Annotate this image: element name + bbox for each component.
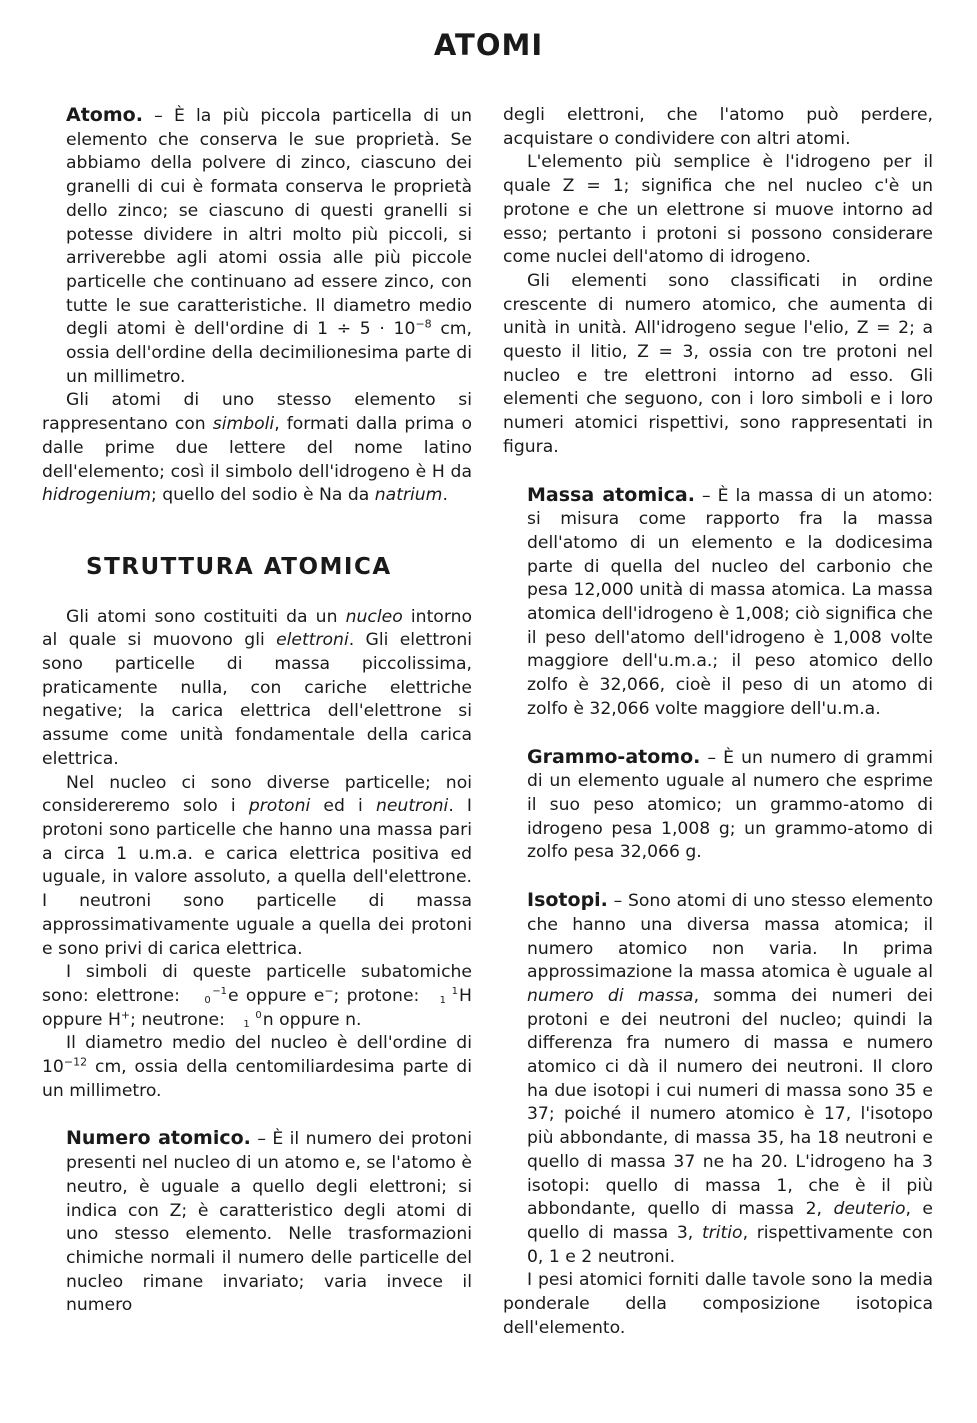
atomo-text-end: cm, ossia dell'ordine della decimilionesima parte di un millimetro. (66, 319, 472, 387)
numero-atomico-paragraph: Numero atomico. – È il numero dei protoni presenti nel nucleo di un atomo e, se l'atomo è neutro, è uguale a quello degli elettroni; si indica con Z; è caratteristico degli atomi di uno stesso elemento. Nelle trasformazioni chimiche normali il numero delle particelle del nucleo rimane invariato; varia invece il numero (66, 1127, 473, 1316)
proton-symbol-indices: 1 1 (439, 985, 459, 1006)
right-column (503, 104, 933, 1340)
idrogeno-paragraph: L'elemento più semplice è l'idrogeno per il quale Z = 1; significa che nel nucleo c'è un protone e che un elettrone si muove intorno ad esso; pertanto i protoni si possono considerare come nuclei dell'atomo di idrogeno. (503, 152, 933, 268)
simboli-paragraph: Gli atomi di uno stesso elemento si rappresentano con simboli, formati dalla prima o dalle prime due lettere del nome latino dell'elemento; così il simbolo dell'idrogeno è H da hidrogenium; quello del sodio è Na da natrium. (42, 390, 472, 506)
struttura-paragraph-2: Nel nucleo ci sono diverse particelle; noi considereremo solo i protoni ed i neutroni. I protoni sono particelle che hanno una massa pari a circa 1 u.m.a. e carica elettrica positiva ed uguale, in valore assoluto, a quella dell'elettrone. I neutroni sono particelle di massa approssimativamente uguale a quella dei protoni e sono privi di carica elettrica. (42, 772, 472, 959)
grammo-atomo-heading: Grammo-atomo. (527, 745, 701, 768)
section-title: STRUTTURA ATOMICA (86, 553, 392, 580)
classificazione-paragraph: Gli elementi sono classificati in ordine crescente di numero atomico, che aumenta di unità in unità. All'idrogeno segue l'elio, Z = 2; a questo il litio, Z = 3, ossia con tre protoni nel nucleo e tre elettroni intorno ad esso. Gli elementi che seguono, con i loro simboli e i loro numeri atomici rispettivi, sono rappresentati in figura. (503, 270, 933, 457)
isotopi-paragraph: Isotopi. – Sono atomi di uno stesso elemento che hanno una diversa massa atomica; il numero atomico non varia. In prima approssimazione la massa atomica è uguale al numero di massa, somma dei numeri dei protoni e dei neutroni del nucleo; quindi la differenza fra numero di massa e numero atomico ci dà il numero dei neutroni. Il cloro ha due isotopi i cui numeri di massa sono 35 e 37; poiché il numero atomico è 17, l'isotopo più abbondante, di massa 35, ha 18 neutroni e quello di massa 37 ne ha 20. L'idrogeno ha 3 isotopi: quello di massa 1, che è il più abbondante, quello di massa 2, deuterio, e quello di massa 3, tritio, rispettivamente con 0, 1 e 2 neutroni. (527, 889, 933, 1267)
left-column (42, 104, 472, 1318)
neutron-symbol-indices: 0 1 (243, 1009, 262, 1030)
struttura-paragraph-3: I simboli di queste particelle subatomiche sono: elettrone: −1 0 e oppure e−; protone: 1 1 H oppure H+; neutrone: 0 1 n oppure n. (42, 962, 472, 1030)
numero-atomico-heading: Numero atomico. (66, 1127, 251, 1150)
struttura-paragraph-4: Il diametro medio del nucleo è dell'ordine di $10^{-12}$ cm, ossia della centomiliardesima parte di un millimetro. (42, 1033, 472, 1101)
isotopi-heading: Isotopi. (527, 889, 608, 912)
atomo-exponent: −8 (415, 317, 432, 331)
atomo-heading: Atomo. (66, 104, 143, 126)
continuation-paragraph: degli elettroni, che l'atomo può perdere, acquistare o condividere con altri atomi. (503, 105, 933, 149)
pesi-atomici-paragraph: I pesi atomici forniti dalle tavole sono la media ponderale della composizione isotopica dell'elemento. (503, 1270, 933, 1338)
electron-symbol-indices: −1 0 (204, 985, 227, 1006)
struttura-paragraph-1: Gli atomi sono costituiti da un nucleo intorno al quale si muovono gli elettroni. Gli elettroni sono particelle di massa piccolissima, praticamente nulla, con cariche elettriche negative; la carica elettrica dell'elettrone si assume come unità fondamentale della carica elettrica. (42, 606, 472, 769)
atomo-text: – È la più piccola particella di un elemento che conserva le sue proprietà. Se abbiamo della polvere di zinco, ciascuno dei granelli di cui è formata conserva le proprietà dello zinco; se ciascuno di questi granelli si potesse dividere in altri molto più piccoli, si arriverebbe agli atomi ossia alle più piccole particelle che continuano ad essere zinco, con tutte le sue caratteristiche. Il diametro medio degli atomi è dell'ordine di 1 ÷ 5 · 10 (66, 106, 472, 340)
grammo-atomo-paragraph: Grammo-atomo. – È un numero di grammi di un elemento uguale al numero che esprime il suo peso atomico; un grammo-atomo di idrogeno pesa 1,008 g; un grammo-atomo di zolfo pesa 32,066 g. (527, 745, 933, 863)
massa-atomica-paragraph: Massa atomica. – È la massa di un atomo: si misura come rapporto fra la massa dell'atomo di un elemento e la dodicesima parte di quella del nucleo del carbonio che pesa 12,000 unità di massa atomica. La massa atomica dell'idrogeno è 1,008; ciò significa che il peso dell'atomo dell'idrogeno è 1,008 volte maggiore dell'u.m.a.; il peso atomico dello zolfo è 32,066, cioè il peso di un atomo di zolfo è 32,066 volte maggiore dell'u.m.a. (527, 483, 934, 719)
massa-atomica-heading: Massa atomica. (527, 483, 695, 506)
page-title: ATOMI (433, 28, 544, 62)
atomo-paragraph (42, 104, 472, 389)
